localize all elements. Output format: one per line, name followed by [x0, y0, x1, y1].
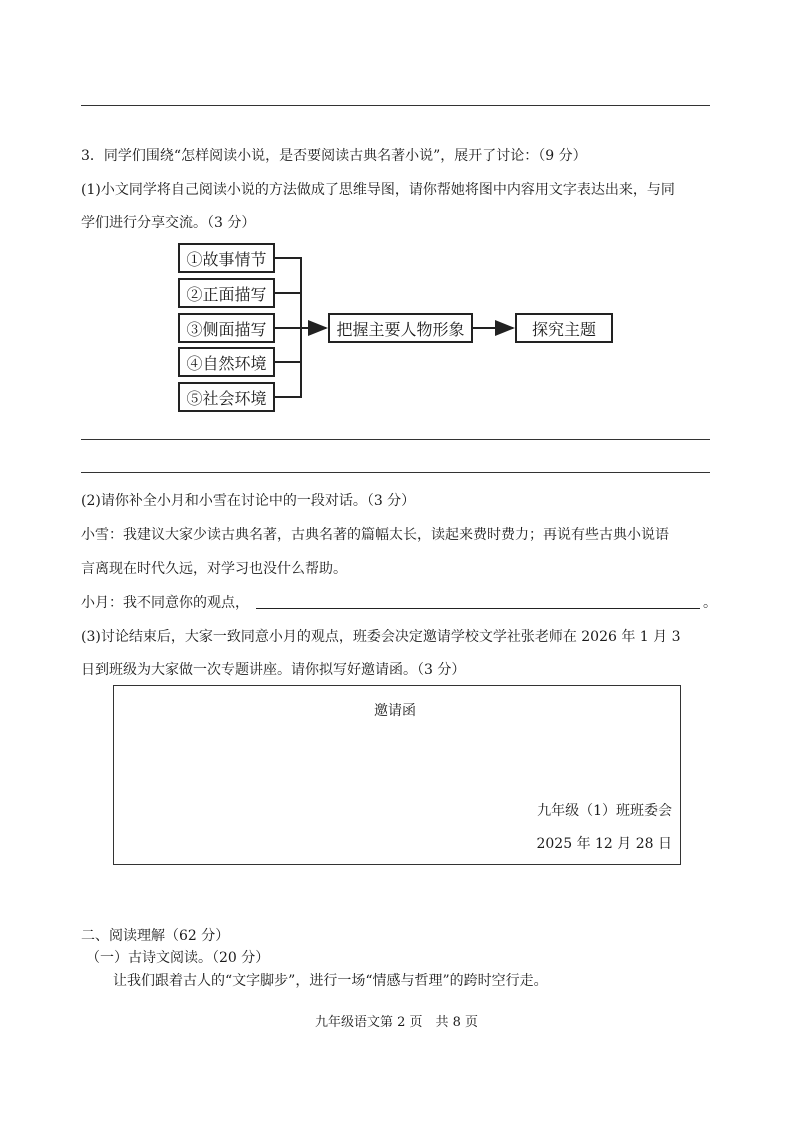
invitation-signer: 九年级（1）班班委会 — [537, 803, 672, 819]
section2-title: 二、阅读理解（62 分） — [81, 928, 230, 944]
mindmap-end: 探究主题 — [515, 313, 613, 343]
xiaoxue-line1: 小雪：我建议大家少读古典名著，古典名著的篇幅太长，读起来费时费力；再说有些古典小说语 — [81, 527, 669, 543]
xiaoyue-fill-line[interactable] — [256, 608, 700, 609]
xiaoyue-end: 。 — [703, 595, 717, 611]
mindmap-item-2: ②正面描写 — [178, 278, 275, 308]
sub3-line1: (3)讨论结束后，大家一致同意小月的观点，班委会决定邀请学校文学社张老师在 2026 年 1 月 3 — [81, 629, 681, 645]
mind-map — [0, 0, 793, 420]
invitation-box[interactable] — [113, 685, 681, 865]
sub3-line2: 日到班级为大家做一次专题讲座。请你拟写好邀请函。（3 分） — [81, 662, 466, 678]
invitation-date: 2025 年 12 月 28 日 — [536, 836, 672, 852]
mindmap-item-1: ①故事情节 — [178, 243, 275, 273]
page-footer: 九年级语文第 2 页 共 8 页 — [314, 1015, 479, 1030]
mindmap-item-5: ⑤社会环境 — [178, 382, 275, 412]
question-3-title: 3．同学们围绕“怎样阅读小说，是否要阅读古典名著小说”，展开了讨论：（9 分） — [81, 148, 587, 164]
answer-line — [81, 439, 710, 440]
mindmap-middle: 把握主要人物形象 — [328, 313, 473, 343]
xiaoyue-prefix: 小月：我不同意你的观点， — [81, 595, 249, 611]
section2-part1: （一）古诗文阅读。（20 分） — [86, 950, 270, 966]
sub1-text-line1: (1)小文同学将自己阅读小说的方法做成了思维导图，请你帮她将图中内容用文字表达出来，与同 — [81, 182, 675, 198]
answer-line — [81, 472, 710, 473]
mindmap-item-4: ④自然环境 — [178, 347, 275, 377]
sub1-text-line2: 学们进行分享交流。（3 分） — [81, 215, 256, 231]
section2-intro: 让我们跟着古人的“文字脚步”，进行一场“情感与哲理”的跨时空行走。 — [113, 973, 548, 989]
invitation-title: 邀请函 — [374, 703, 416, 719]
mindmap-connectors — [0, 0, 793, 420]
mindmap-item-3: ③侧面描写 — [178, 313, 275, 343]
xiaoxue-line2: 言离现在时代久远，对学习也没什么帮助。 — [81, 561, 347, 577]
sub2-title: (2)请你补全小月和小雪在讨论中的一段对话。（3 分） — [81, 493, 416, 509]
